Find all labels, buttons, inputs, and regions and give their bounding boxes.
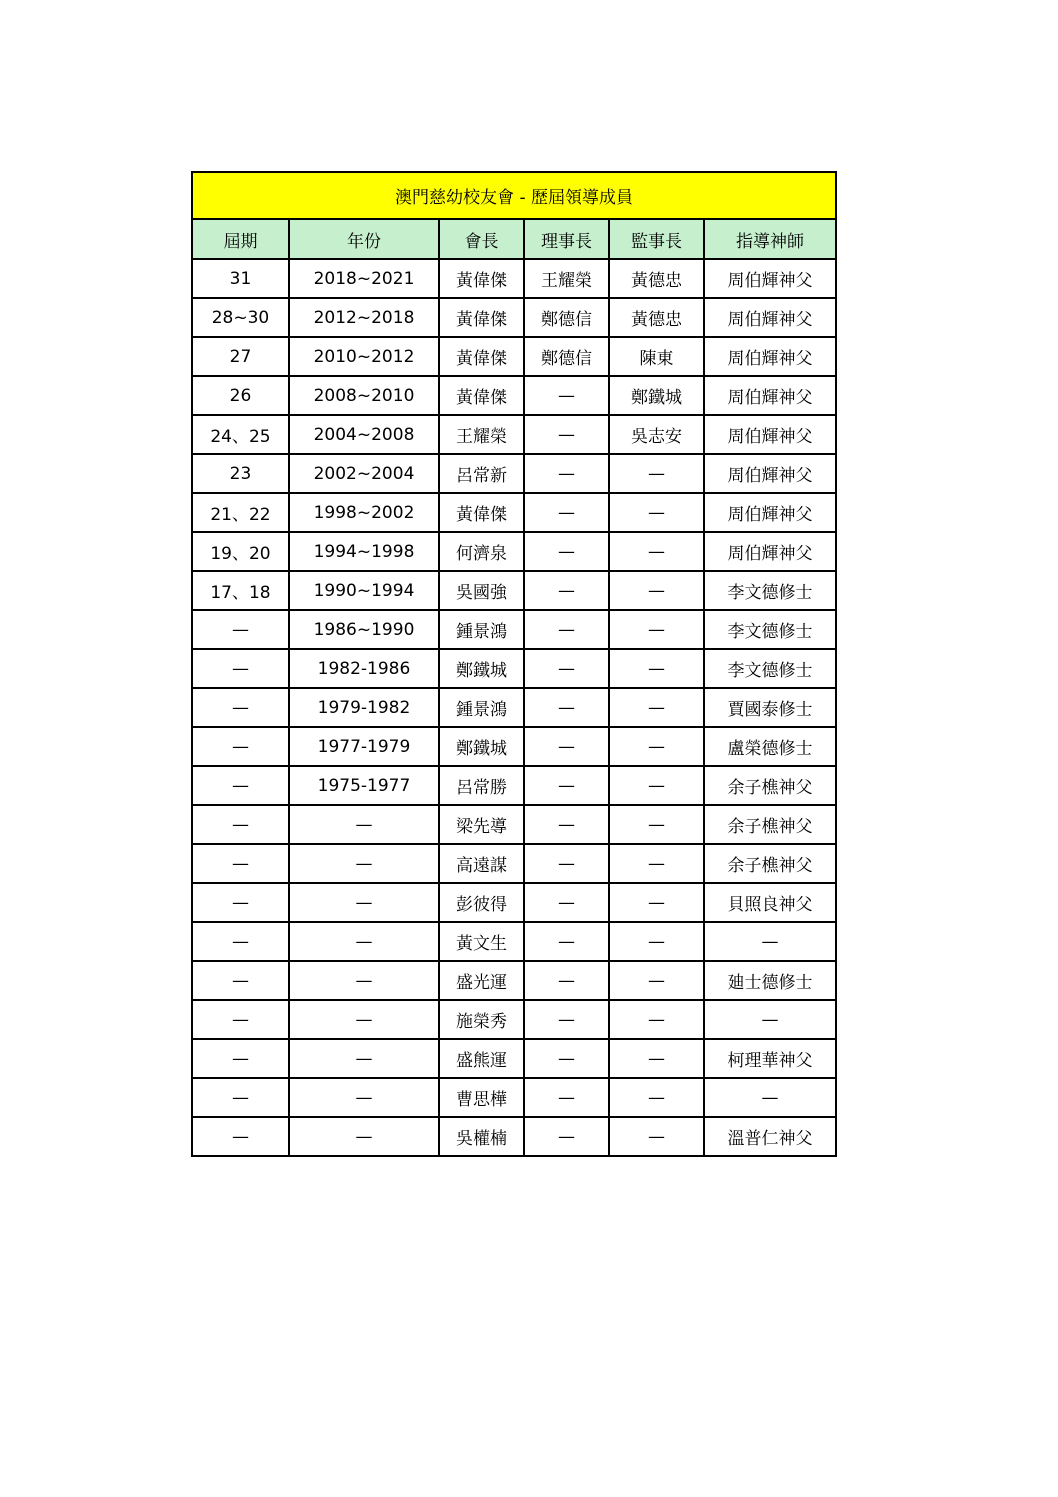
cell-president: 黃文生 (439, 922, 524, 961)
cell-years: 1990~1994 (289, 571, 439, 610)
cell-president: 鍾景鴻 (439, 610, 524, 649)
cell-term: — (192, 844, 289, 883)
cell-years: — (289, 1078, 439, 1117)
cell-supervisor: — (609, 1078, 704, 1117)
cell-supervisor: — (609, 688, 704, 727)
cell-years: 1975-1977 (289, 766, 439, 805)
cell-supervisor: — (609, 727, 704, 766)
title-row (192, 172, 836, 219)
header-supervisor: 監事長 (609, 219, 704, 259)
cell-term: 21、22 (192, 493, 289, 532)
cell-term: — (192, 766, 289, 805)
cell-president: 鍾景鴻 (439, 688, 524, 727)
cell-supervisor: 陳東 (609, 337, 704, 376)
cell-supervisor: — (609, 493, 704, 532)
cell-president: 何濟泉 (439, 532, 524, 571)
cell-term: — (192, 805, 289, 844)
cell-term: — (192, 1039, 289, 1078)
table-row (192, 532, 836, 571)
header-row (192, 219, 836, 259)
cell-chairman: — (524, 532, 609, 571)
cell-spiritual-director: 周伯輝神父 (704, 454, 836, 493)
cell-chairman: — (524, 610, 609, 649)
table-row (192, 571, 836, 610)
cell-supervisor: — (609, 1000, 704, 1039)
cell-chairman: — (524, 1117, 609, 1156)
cell-spiritual-director: 周伯輝神父 (704, 376, 836, 415)
header-term: 屆期 (192, 219, 289, 259)
cell-years: — (289, 922, 439, 961)
cell-term: — (192, 1000, 289, 1039)
table-row (192, 337, 836, 376)
cell-years: 1982-1986 (289, 649, 439, 688)
table-row (192, 1078, 836, 1117)
cell-spiritual-director: 周伯輝神父 (704, 415, 836, 454)
cell-president: 吳國強 (439, 571, 524, 610)
table-title: 澳門慈幼校友會 - 歷屆領導成員 (192, 172, 836, 219)
cell-spiritual-director: 李文德修士 (704, 649, 836, 688)
table-body (192, 259, 836, 1156)
header-chairman: 理事長 (524, 219, 609, 259)
table-row (192, 805, 836, 844)
cell-years: 1994~1998 (289, 532, 439, 571)
cell-supervisor: 黃德忠 (609, 259, 704, 298)
cell-president: 黃偉傑 (439, 259, 524, 298)
cell-supervisor: — (609, 1039, 704, 1078)
cell-years: — (289, 844, 439, 883)
cell-spiritual-director: 余子樵神父 (704, 805, 836, 844)
header-president: 會長 (439, 219, 524, 259)
cell-chairman: — (524, 844, 609, 883)
cell-chairman: — (524, 727, 609, 766)
cell-supervisor: — (609, 961, 704, 1000)
cell-spiritual-director: 周伯輝神父 (704, 493, 836, 532)
cell-chairman: 鄭德信 (524, 298, 609, 337)
cell-years: 2008~2010 (289, 376, 439, 415)
cell-years: — (289, 883, 439, 922)
table-row (192, 610, 836, 649)
cell-chairman: — (524, 688, 609, 727)
cell-chairman: 鄭德信 (524, 337, 609, 376)
cell-president: 黃偉傑 (439, 298, 524, 337)
cell-term: — (192, 883, 289, 922)
cell-spiritual-director: 余子樵神父 (704, 844, 836, 883)
cell-term: 19、20 (192, 532, 289, 571)
cell-supervisor: — (609, 1117, 704, 1156)
cell-president: 盛熊運 (439, 1039, 524, 1078)
cell-term: 24、25 (192, 415, 289, 454)
cell-supervisor: 黃德忠 (609, 298, 704, 337)
cell-spiritual-director: — (704, 922, 836, 961)
cell-chairman: — (524, 649, 609, 688)
cell-years: 2004~2008 (289, 415, 439, 454)
cell-president: 吳權楠 (439, 1117, 524, 1156)
cell-term: — (192, 961, 289, 1000)
cell-president: 黃偉傑 (439, 337, 524, 376)
cell-spiritual-director: 李文德修士 (704, 571, 836, 610)
cell-supervisor: — (609, 844, 704, 883)
cell-term: 27 (192, 337, 289, 376)
cell-chairman: — (524, 961, 609, 1000)
cell-chairman: — (524, 1078, 609, 1117)
cell-term: — (192, 1117, 289, 1156)
cell-spiritual-director: 溫普仁神父 (704, 1117, 836, 1156)
cell-chairman: — (524, 922, 609, 961)
cell-chairman: — (524, 805, 609, 844)
cell-president: 王耀榮 (439, 415, 524, 454)
cell-term: — (192, 610, 289, 649)
cell-chairman: — (524, 376, 609, 415)
cell-term: 31 (192, 259, 289, 298)
cell-supervisor: — (609, 610, 704, 649)
cell-years: — (289, 1000, 439, 1039)
cell-spiritual-director: 廸士德修士 (704, 961, 836, 1000)
table-row (192, 688, 836, 727)
cell-term: 28~30 (192, 298, 289, 337)
table-row (192, 259, 836, 298)
cell-years: 1977-1979 (289, 727, 439, 766)
cell-supervisor: — (609, 571, 704, 610)
cell-years: — (289, 961, 439, 1000)
cell-spiritual-director: 周伯輝神父 (704, 298, 836, 337)
cell-term: — (192, 727, 289, 766)
cell-years: 2012~2018 (289, 298, 439, 337)
leadership-roster (191, 171, 835, 1157)
cell-president: 曹思樺 (439, 1078, 524, 1117)
cell-years: 2002~2004 (289, 454, 439, 493)
table-row (192, 454, 836, 493)
cell-president: 盛光運 (439, 961, 524, 1000)
cell-years: — (289, 805, 439, 844)
cell-supervisor: — (609, 649, 704, 688)
table-row (192, 298, 836, 337)
cell-spiritual-director: 周伯輝神父 (704, 532, 836, 571)
cell-chairman: 王耀榮 (524, 259, 609, 298)
cell-supervisor: — (609, 883, 704, 922)
table-row (192, 844, 836, 883)
roster-table (191, 171, 837, 1157)
cell-chairman: — (524, 493, 609, 532)
cell-supervisor: — (609, 532, 704, 571)
table-row (192, 1117, 836, 1156)
cell-years: — (289, 1039, 439, 1078)
cell-spiritual-director: 盧榮德修士 (704, 727, 836, 766)
cell-term: — (192, 688, 289, 727)
table-row (192, 415, 836, 454)
table-row (192, 1039, 836, 1078)
cell-president: 施榮秀 (439, 1000, 524, 1039)
cell-president: 黃偉傑 (439, 493, 524, 532)
cell-years: — (289, 1117, 439, 1156)
table-row (192, 649, 836, 688)
cell-supervisor: 鄭鐵城 (609, 376, 704, 415)
table-row (192, 961, 836, 1000)
cell-term: 17、18 (192, 571, 289, 610)
cell-supervisor: — (609, 454, 704, 493)
cell-president: 高遠謀 (439, 844, 524, 883)
table-row (192, 376, 836, 415)
cell-supervisor: — (609, 922, 704, 961)
cell-president: 鄭鐵城 (439, 649, 524, 688)
cell-spiritual-director: 周伯輝神父 (704, 337, 836, 376)
cell-spiritual-director: 李文德修士 (704, 610, 836, 649)
cell-president: 彭彼得 (439, 883, 524, 922)
cell-president: 鄭鐵城 (439, 727, 524, 766)
cell-chairman: — (524, 1000, 609, 1039)
cell-years: 2010~2012 (289, 337, 439, 376)
cell-years: 2018~2021 (289, 259, 439, 298)
cell-term: 23 (192, 454, 289, 493)
cell-supervisor: — (609, 805, 704, 844)
cell-years: 1998~2002 (289, 493, 439, 532)
header-spiritual-director: 指導神師 (704, 219, 836, 259)
cell-president: 黃偉傑 (439, 376, 524, 415)
table-row (192, 766, 836, 805)
cell-president: 梁先導 (439, 805, 524, 844)
cell-president: 呂常新 (439, 454, 524, 493)
cell-spiritual-director: 賈國泰修士 (704, 688, 836, 727)
table-row (192, 493, 836, 532)
cell-spiritual-director: 周伯輝神父 (704, 259, 836, 298)
cell-president: 呂常勝 (439, 766, 524, 805)
cell-term: — (192, 1078, 289, 1117)
cell-chairman: — (524, 454, 609, 493)
cell-term: — (192, 649, 289, 688)
cell-spiritual-director: 貝照良神父 (704, 883, 836, 922)
table-row (192, 1000, 836, 1039)
table-row (192, 883, 836, 922)
cell-supervisor: 吳志安 (609, 415, 704, 454)
cell-term: 26 (192, 376, 289, 415)
table-row (192, 922, 836, 961)
cell-chairman: — (524, 415, 609, 454)
cell-chairman: — (524, 883, 609, 922)
cell-years: 1986~1990 (289, 610, 439, 649)
cell-years: 1979-1982 (289, 688, 439, 727)
cell-term: — (192, 922, 289, 961)
cell-chairman: — (524, 766, 609, 805)
cell-spiritual-director: — (704, 1078, 836, 1117)
cell-spiritual-director: 柯理華神父 (704, 1039, 836, 1078)
cell-chairman: — (524, 571, 609, 610)
header-years: 年份 (289, 219, 439, 259)
cell-spiritual-director: — (704, 1000, 836, 1039)
table-row (192, 727, 836, 766)
cell-chairman: — (524, 1039, 609, 1078)
cell-spiritual-director: 余子樵神父 (704, 766, 836, 805)
cell-supervisor: — (609, 766, 704, 805)
